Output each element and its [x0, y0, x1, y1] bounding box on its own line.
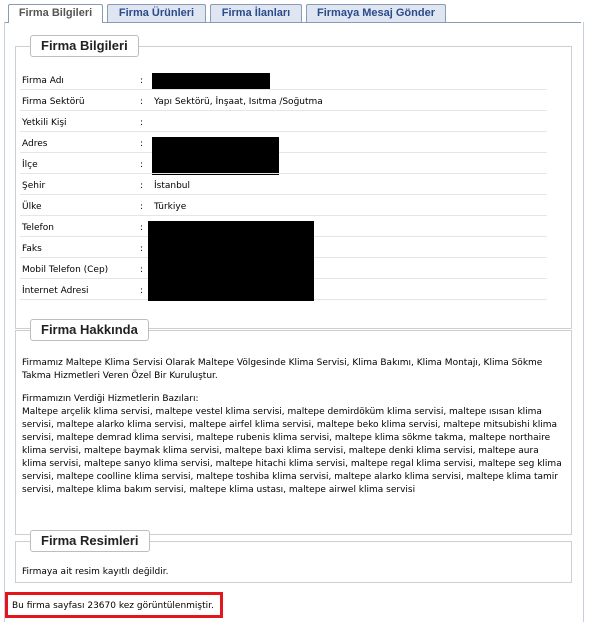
images-section	[15, 533, 572, 583]
info-label: Adres	[22, 139, 48, 149]
about-section	[15, 322, 572, 535]
info-label: İnternet Adresi	[22, 286, 89, 296]
company-info-title: Firma Bilgileri	[30, 35, 139, 57]
info-row-address: Adres :	[20, 132, 547, 153]
tab-firma-ilanlari[interactable]: Firma İlanları	[210, 4, 302, 22]
services-heading: Firmamızın Verdiği Hizmetlerin Bazıları:	[22, 394, 199, 404]
info-row-company-name: Firma Adı :	[20, 69, 547, 90]
info-label: Firma Sektörü	[22, 97, 85, 107]
services-list: Maltepe arçelik klima servisi, maltepe vestel klima servisi, maltepe demirdöküm klima servisi, maltepe ısısan klima servisi, maltepe alarko klima servisi, maltepe airfel klima servisi, maltepe beko klima servisi, maltepe mitsubishi klima servisi, maltepe demrad klima servisi, maltepe rubenis klima servisi, maltepe klima sökme takma, maltepe northaire klima servisi, maltepe baymak klima servisi, maltepe baxi klima servisi, maltepe denki klima servisi, maltepe aura klima servisi, maltepe sanyo klima servisi, maltepe hitachi klima servisi, maltepe regal klima servisi, maltepe seg klima servisi, maltepe coolline klima servisi, maltepe toshiba klima servisi, maltepe alarko klima servisi, maltepe klima tamir servisi, maltepe klima bakım servisi, maltepe klima ustası, maltepe airwel klima servisi	[22, 407, 562, 495]
info-value: Türkiye	[154, 202, 187, 212]
redacted-block	[152, 73, 270, 89]
info-row-city: Şehir : İstanbul	[20, 174, 547, 195]
tab-firma-bilgileri[interactable]: Firma Bilgileri	[8, 4, 103, 23]
images-empty-text: Firmaya ait resim kayıtlı değildir.	[22, 567, 169, 577]
info-label: Telefon	[22, 223, 54, 233]
info-label: Yetkili Kişi	[22, 118, 67, 128]
info-label: Firma Adı	[22, 76, 64, 86]
tab-firmaya-mesaj-gonder[interactable]: Firmaya Mesaj Gönder	[306, 4, 446, 22]
about-intro: Firmamız Maltepe Klima Servisi Olarak Maltepe Völgesinde Klima Servisi, Klima Bakımı, Klima Montajı, Klima Sökme Takma Hizmetleri Veren Özel Bir Kuruluştur.	[22, 358, 543, 381]
info-label: İlçe	[22, 160, 38, 170]
tab-firma-urunleri[interactable]: Firma Ürünleri	[107, 4, 206, 22]
info-label: Faks	[22, 244, 42, 254]
info-row-phone: Telefon :	[20, 216, 547, 237]
redacted-block	[148, 221, 314, 301]
info-label: Ülke	[22, 202, 42, 212]
info-row-country: Ülke : Türkiye	[20, 195, 547, 216]
info-row-fax: Faks :	[20, 237, 547, 258]
info-value: Yapı Sektörü, İnşaat, Isıtma /Soğutma	[154, 97, 323, 107]
about-title: Firma Hakkında	[30, 319, 149, 341]
tab-panel	[4, 22, 584, 622]
info-row-mobile: Mobil Telefon (Cep) :	[20, 258, 547, 279]
info-row-district: İlçe : Maltepe	[20, 153, 547, 174]
info-row-sector: Firma Sektörü : Yapı Sektörü, İnşaat, Isıtma /Soğutma	[20, 90, 547, 111]
company-info-section	[15, 38, 572, 329]
info-row-website: İnternet Adresi :	[20, 279, 547, 300]
info-row-contact-person: Yetkili Kişi :	[20, 111, 547, 132]
view-counter: Bu firma sayfası 23670 kez görüntülenmiştir.	[5, 592, 223, 618]
info-value: İstanbul	[154, 181, 191, 191]
images-title: Firma Resimleri	[30, 530, 150, 552]
info-label: Şehir	[22, 181, 46, 191]
info-label: Mobil Telefon (Cep)	[22, 265, 109, 275]
info-value: Maltepe	[154, 160, 191, 170]
